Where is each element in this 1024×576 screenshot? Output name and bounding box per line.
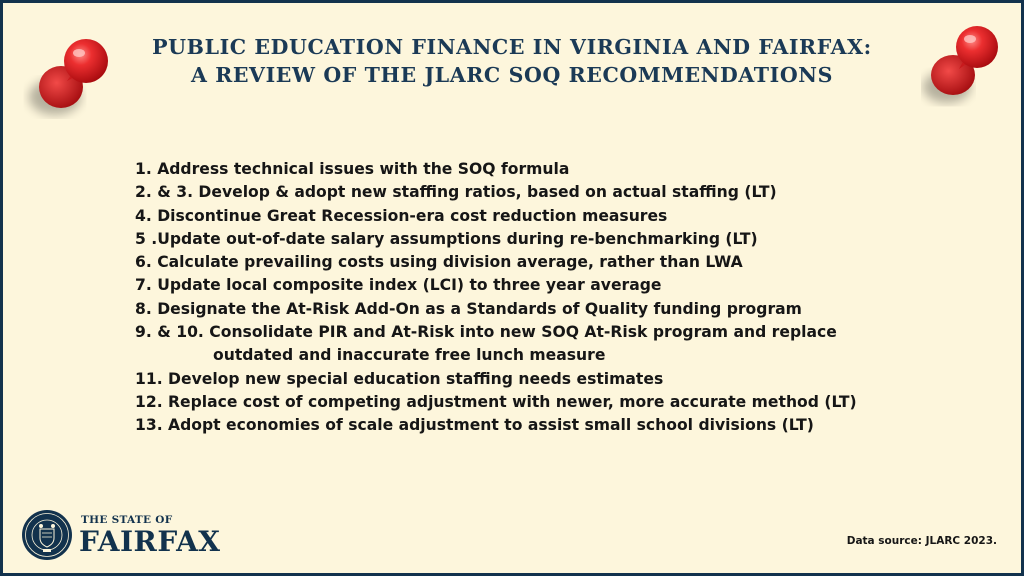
list-item: 8. Designate the At-Risk Add-On as a Standards of Quality funding program <box>135 299 802 318</box>
fairfax-logo <box>21 509 241 565</box>
list-item: 13. Adopt economies of scale adjustment to assist small school divisions (LT) <box>135 416 814 435</box>
slide <box>3 3 1021 573</box>
list-item-text: 9. & 10. Consolidate PIR and At-Risk into new SOQ At-Risk program and replace <box>135 323 837 342</box>
list-item: 4. Discontinue Great Recession-era cost reduction measures <box>135 206 668 225</box>
title-line-1: PUBLIC EDUCATION FINANCE IN VIRGINIA AND FAIRFAX: <box>152 35 872 59</box>
list-item: 1. Address technical issues with the SOQ formula <box>135 160 570 178</box>
list-item: 5 .Update out-of-date salary assumptions during re-benchmarking (LT) <box>135 229 758 248</box>
title-line-2: A REVIEW OF THE JLARC SOQ RECOMMENDATIONS <box>190 63 834 87</box>
logo-tagline: THE STATE OF <box>81 514 173 526</box>
logo-wordmark: FAIRFAX <box>79 525 221 558</box>
data-source-note: Data source: JLARC 2023. <box>846 535 997 547</box>
list-item-continuation: outdated and inaccurate free lunch measure <box>213 346 606 365</box>
list-item <box>135 321 995 368</box>
recommendation-list <box>135 158 995 438</box>
slide-title <box>3 33 1021 89</box>
list-item: 7. Update local composite index (LCI) to three year average <box>135 276 662 295</box>
list-item: 6. Calculate prevailing costs using division average, rather than LWA <box>135 253 743 272</box>
list-item: 12. Replace cost of competing adjustment with newer, more accurate method (LT) <box>135 392 857 411</box>
list-item: 11. Develop new special education staffing needs estimates <box>135 369 664 388</box>
list-item: 2. & 3. Develop & adopt new staffing ratios, based on actual staffing (LT) <box>135 183 777 202</box>
county-seal-icon <box>21 509 73 561</box>
